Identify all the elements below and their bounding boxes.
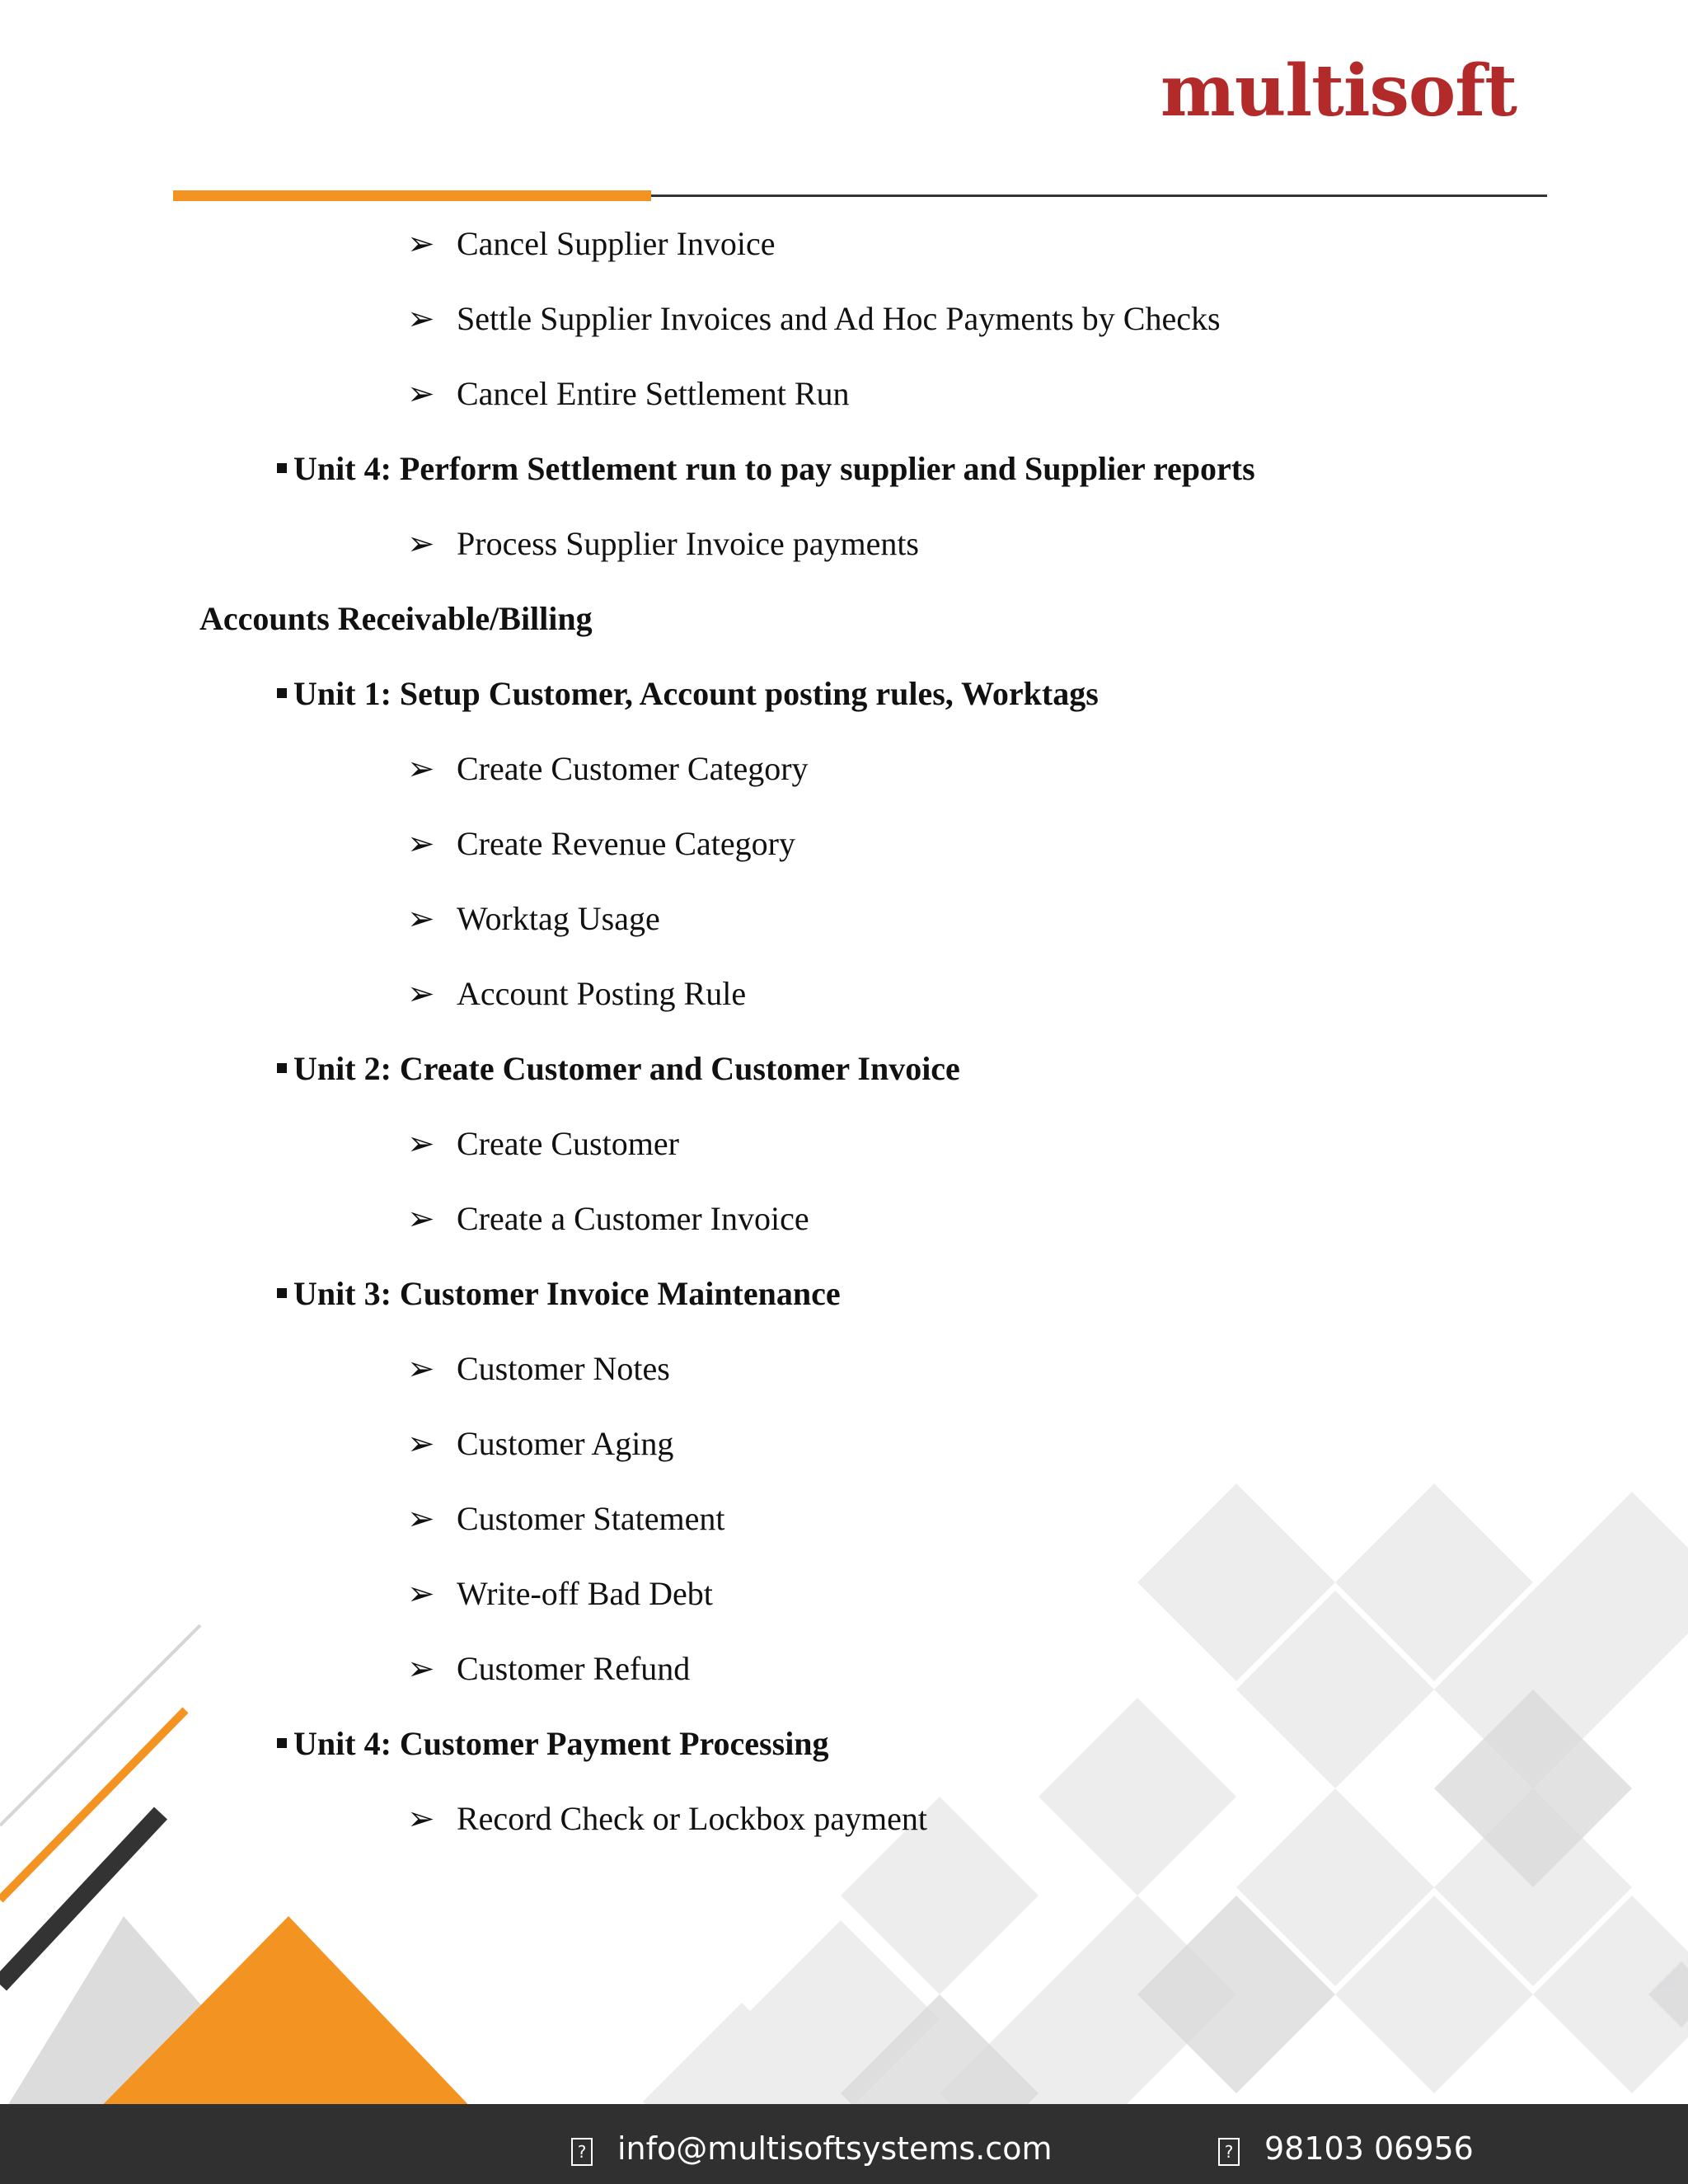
arrow-bullet-icon: ➢ [407,525,435,562]
arrow-bullet-icon: ➢ [407,300,435,337]
list-item: ➢ Worktag Usage [407,900,660,937]
phone-icon: ? [1218,2138,1240,2166]
arrow-bullet-icon: ➢ [407,750,435,787]
square-bullet-icon [277,688,287,698]
arrow-bullet-icon: ➢ [407,225,435,262]
list-item: ➢ Cancel Entire Settlement Run [407,375,850,412]
arrow-bullet-icon: ➢ [407,825,435,862]
square-bullet-icon [277,1288,287,1298]
unit-heading: Unit 4: Customer Payment Processing [277,1724,829,1763]
email-icon: ? [571,2138,593,2166]
list-item: ➢ Create a Customer Invoice [407,1200,809,1237]
list-item: ➢ Customer Refund [407,1650,691,1687]
header-accent-bar [173,190,651,201]
arrow-bullet-icon: ➢ [407,1350,435,1387]
list-item: ➢ Process Supplier Invoice payments [407,525,919,562]
square-bullet-icon [277,1063,287,1073]
unit-heading: Unit 1: Setup Customer, Account posting rules, Worktags [277,674,1099,713]
arrow-bullet-icon: ➢ [407,1425,435,1462]
list-item: ➢ Customer Notes [407,1350,670,1387]
multisoft-logo: multisoft [1160,49,1517,133]
list-item: ➢ Create Customer [407,1125,679,1162]
arrow-bullet-icon: ➢ [407,1575,435,1612]
list-item: ➢ Create Customer Category [407,750,809,787]
unit-heading: Unit 4: Perform Settlement run to pay supplier and Supplier reports [277,449,1255,488]
section-heading: Accounts Receivable/Billing [199,600,593,637]
arrow-bullet-icon: ➢ [407,1650,435,1687]
square-bullet-icon [277,1738,287,1748]
arrow-bullet-icon: ➢ [407,1500,435,1537]
footer-phone[interactable]: ? 98103 06956 [1218,2130,1474,2167]
unit-heading: Unit 2: Create Customer and Customer Invoice [277,1049,960,1088]
arrow-bullet-icon: ➢ [407,975,435,1012]
unit-heading: Unit 3: Customer Invoice Maintenance [277,1274,841,1313]
list-item: ➢ Settle Supplier Invoices and Ad Hoc Payments by Checks [407,300,1221,337]
arrow-bullet-icon: ➢ [407,1800,435,1837]
square-bullet-icon [277,463,287,473]
arrow-bullet-icon: ➢ [407,1125,435,1162]
list-item: ➢ Customer Statement [407,1500,725,1537]
list-item: ➢ Customer Aging [407,1425,674,1462]
footer-email[interactable]: ? info@multisoftsystems.com [571,2130,1052,2167]
arrow-bullet-icon: ➢ [407,375,435,412]
arrow-bullet-icon: ➢ [407,900,435,937]
list-item: ➢ Create Revenue Category [407,825,795,862]
list-item: ➢ Cancel Supplier Invoice [407,225,776,262]
list-item: ➢ Record Check or Lockbox payment [407,1800,927,1837]
list-item: ➢ Account Posting Rule [407,975,747,1012]
arrow-bullet-icon: ➢ [407,1200,435,1237]
list-item: ➢ Write-off Bad Debt [407,1575,713,1612]
